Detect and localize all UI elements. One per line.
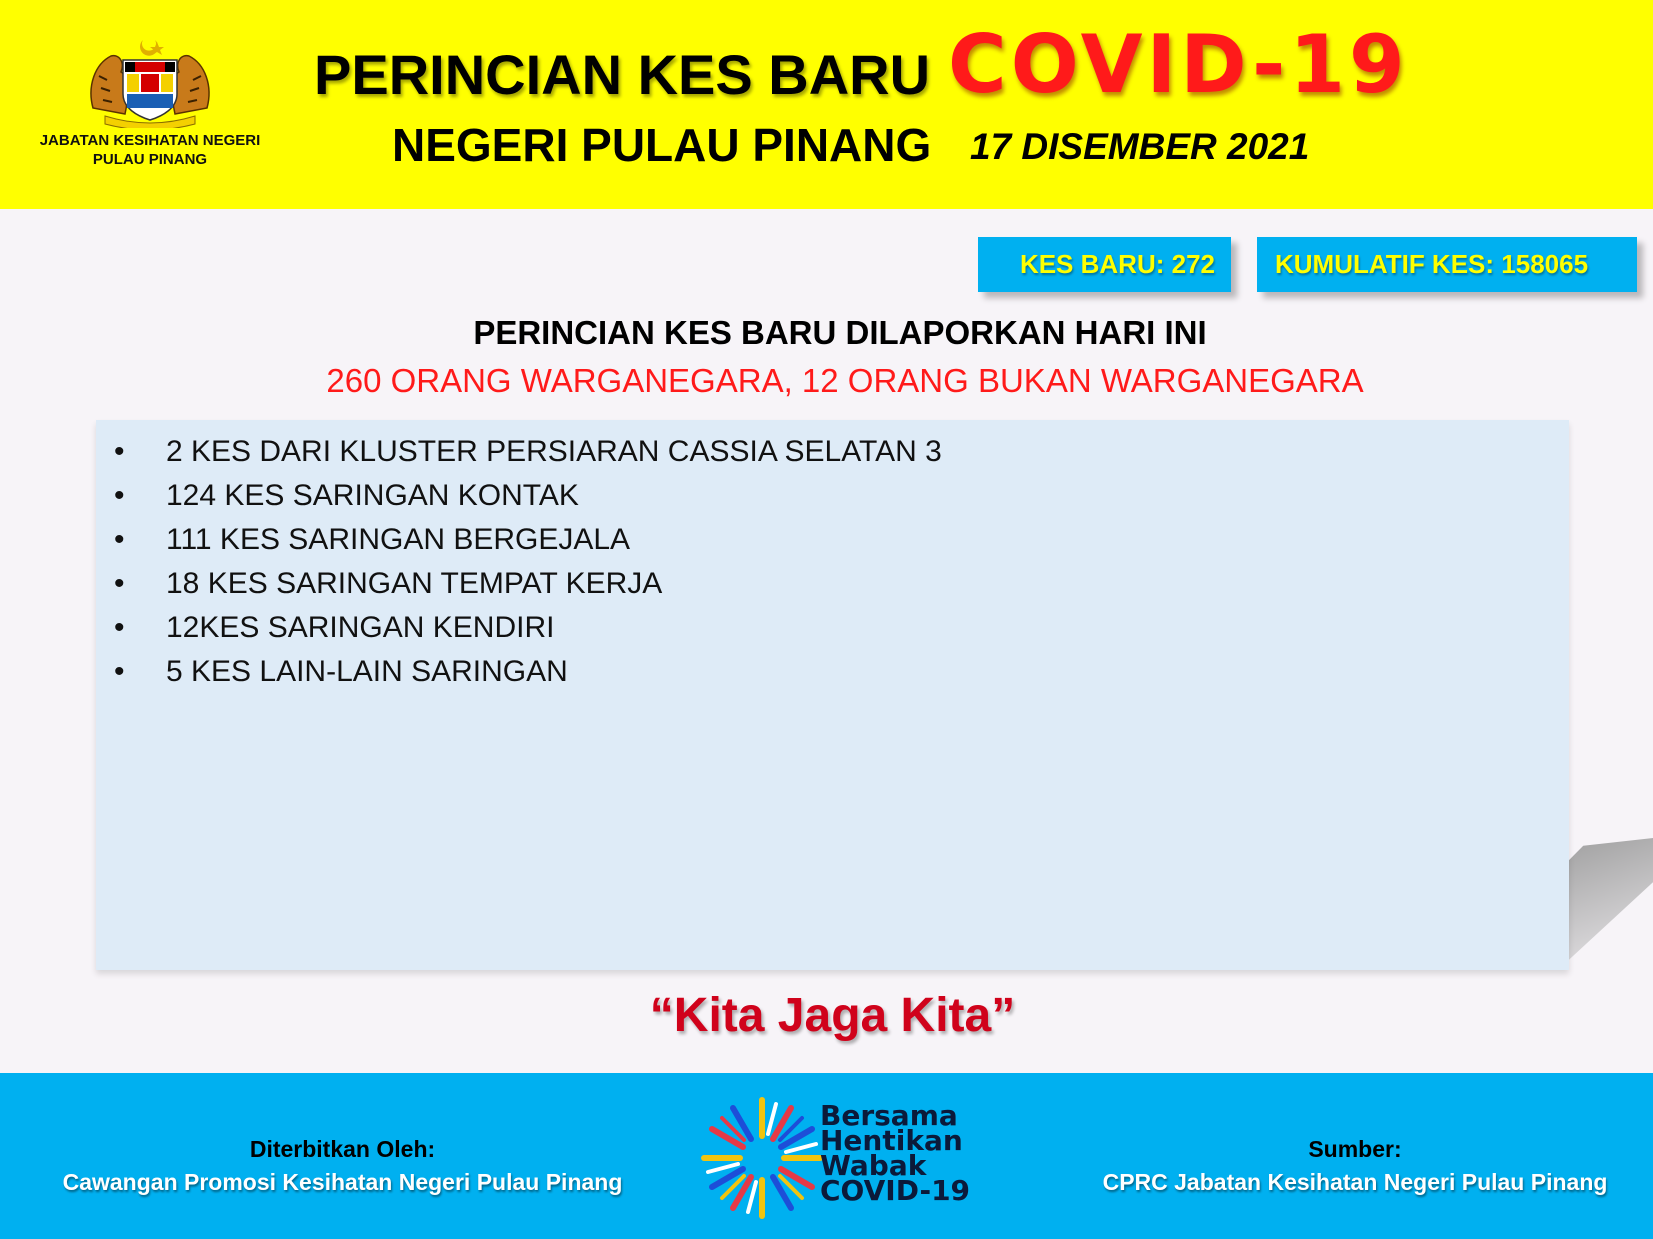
bullet-icon: • [114,479,125,512]
organization-name [20,131,280,169]
publisher-name: Cawangan Promosi Kesihatan Negeri Pulau Pinang [62,1169,623,1195]
bullet-icon: • [114,567,125,600]
publisher-block [40,1133,645,1199]
campaign-line-4: COVID-19 [820,1174,971,1207]
bullet-icon: • [114,655,125,688]
case-breakdown-panel [96,420,1569,970]
header-banner [0,0,1653,209]
list-item [96,650,1569,694]
decorative-shadow [1560,838,1653,968]
organization-line-1: JABATAN KESIHATAN NEGERI [39,132,261,149]
report-date: 17 DISEMBER 2021 [970,126,1310,167]
list-item-text: 124 KES SARINGAN KONTAK [166,479,579,512]
campaign-text [820,1099,971,1207]
bullet-icon: • [114,523,125,556]
page-title: PERINCIAN KES BARU [314,43,931,106]
state-name: NEGERI PULAU PINANG [392,119,932,171]
source-block [1095,1133,1615,1199]
list-item-text: 18 KES SARINGAN TEMPAT KERJA [166,567,663,600]
campaign-line-1: Bersama [820,1099,958,1132]
new-cases-badge: KES BARU: 272 [978,237,1231,292]
bullet-icon: • [114,611,125,644]
list-item-text: 111 KES SARINGAN BERGEJALA [166,523,631,556]
organization-line-2: PULAU PINANG [92,151,208,168]
source-name: CPRC Jabatan Kesihatan Negeri Pulau Pinang [1102,1169,1608,1195]
list-item-text: 2 KES DARI KLUSTER PERSIARAN CASSIA SELATAN 3 [166,435,942,468]
list-item [96,430,1569,474]
cumulative-cases-badge: KUMULATIF KES: 158065 [1257,237,1637,292]
nationality-breakdown: 260 ORANG WARGANEGARA, 12 ORANG BUKAN WARGANEGARA [326,362,1364,399]
list-item-text: 5 KES LAIN-LAIN SARINGAN [166,655,568,688]
campaign-starburst-logo-icon [698,1094,826,1222]
slogan: “Kita Jaga Kita” [649,989,1016,1042]
campaign-line-2: Hentikan [820,1124,963,1157]
list-item [96,562,1569,606]
list-item-text: 12KES SARINGAN KENDIRI [166,611,555,644]
case-breakdown-list [96,420,1569,694]
coat-of-arms-icon [85,36,215,128]
campaign-line-3: Wabak [820,1149,927,1182]
list-item [96,518,1569,562]
bullet-icon: • [114,435,125,468]
covid-title: COVID-19 [948,18,1409,111]
footer-banner [0,1073,1653,1239]
list-item [96,474,1569,518]
list-item [96,606,1569,650]
publisher-label: Diterbitkan Oleh: [249,1136,436,1162]
source-label: Sumber: [1308,1136,1402,1162]
section-title: PERINCIAN KES BARU DILAPORKAN HARI INI [473,314,1207,351]
